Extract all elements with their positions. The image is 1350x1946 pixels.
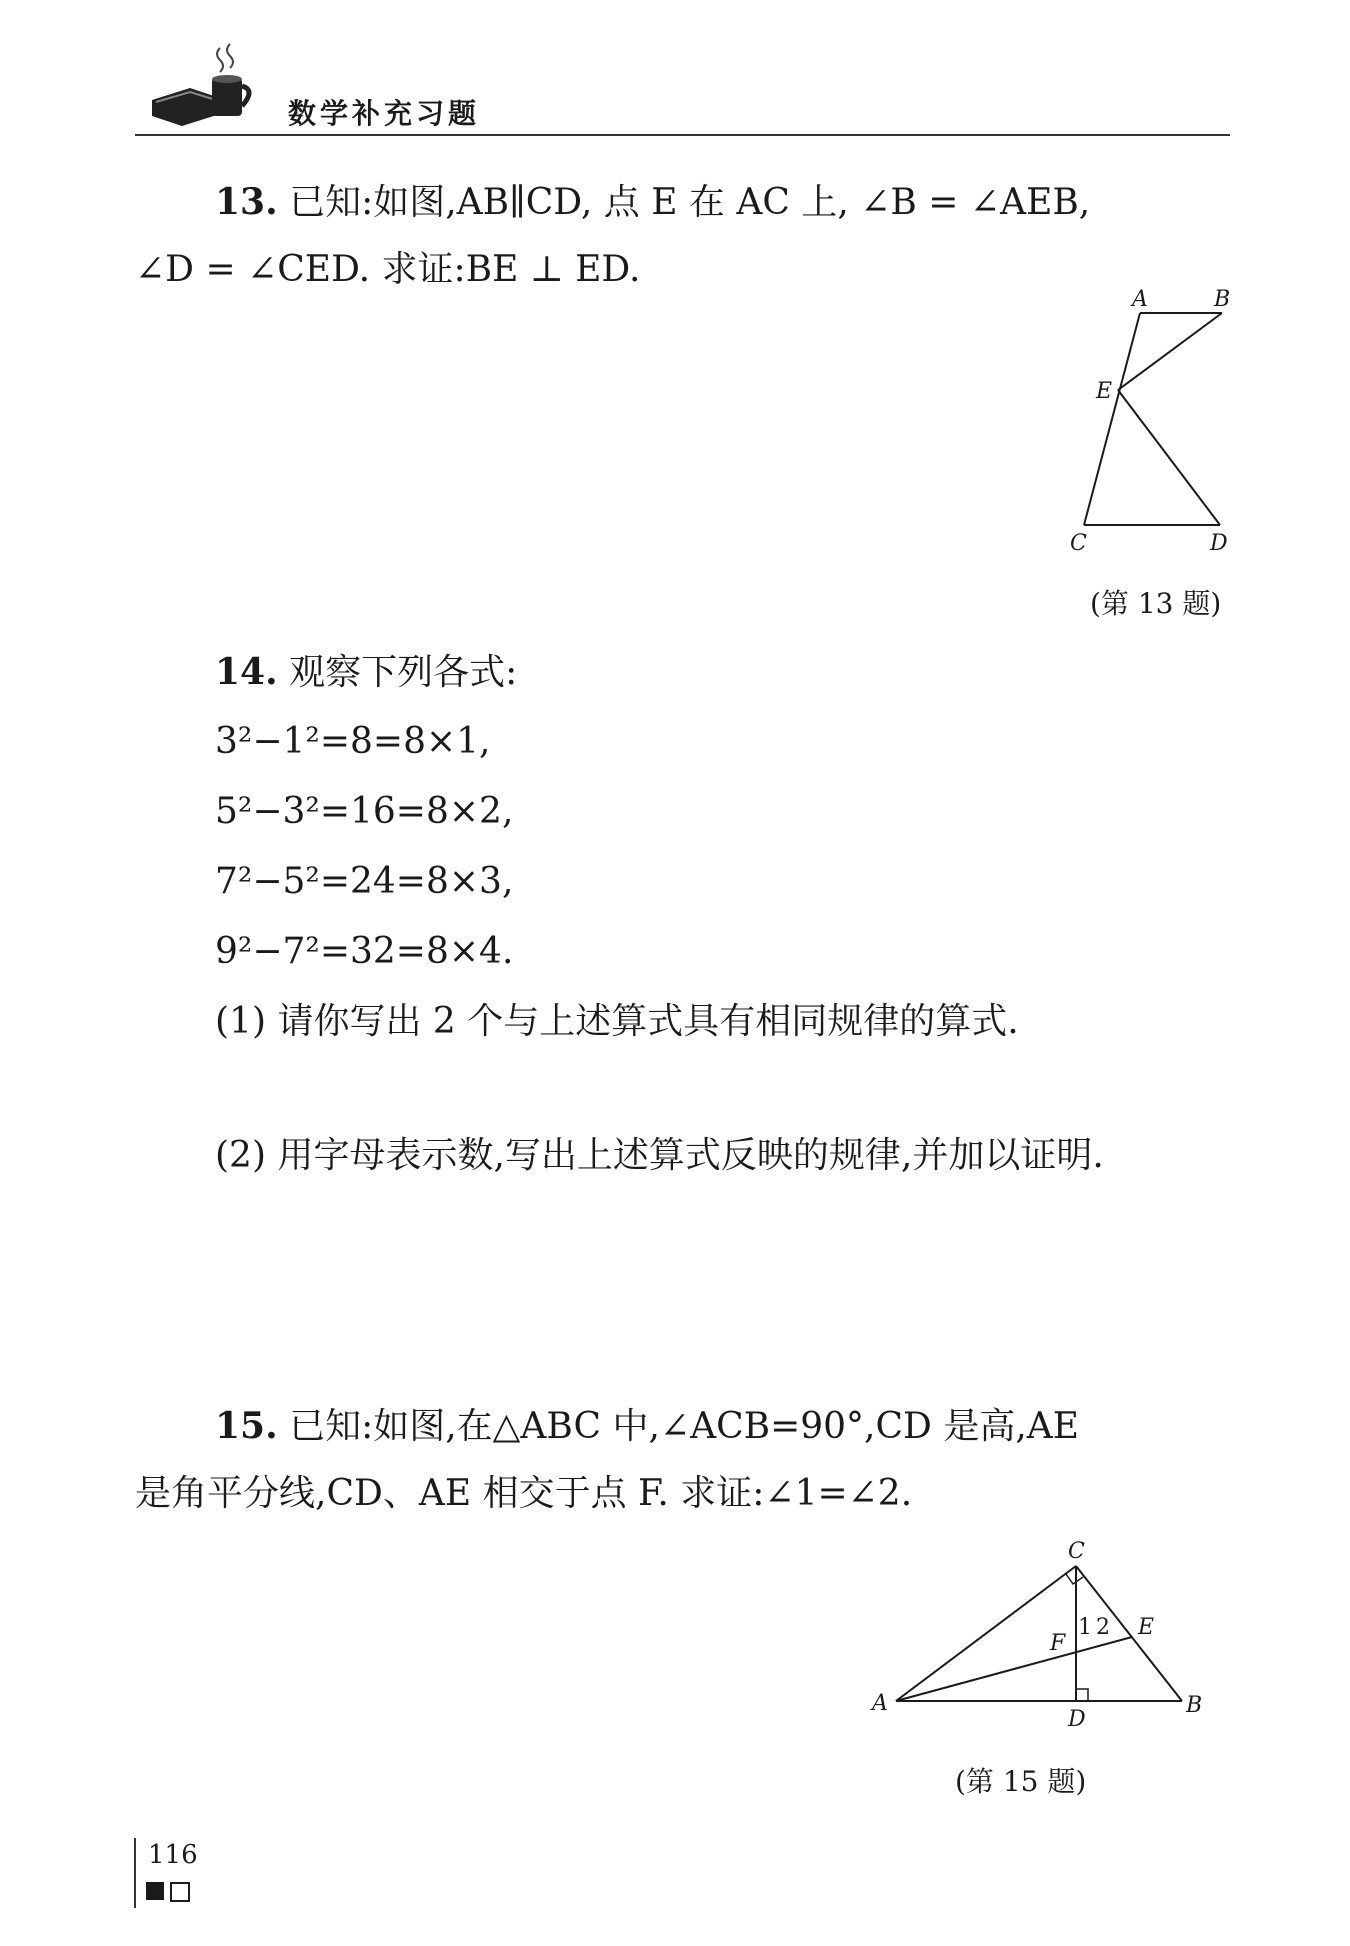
header-title: 数学补充习题 <box>288 97 481 130</box>
problem-14-equation-2: 5²−3²=16=8×2, <box>215 791 514 832</box>
header-book-cup-icon <box>150 40 260 130</box>
footer-divider <box>134 1838 136 1908</box>
fig15-label-a: A <box>872 1691 888 1716</box>
problem-14-equation-1: 3²−1²=8=8×1, <box>215 721 491 762</box>
fig13-label-b: B <box>1214 287 1231 312</box>
fig15-label-d: D <box>1068 1707 1086 1730</box>
problem-15-number: 15. <box>215 1405 278 1447</box>
problem-15-caption: (第 15 题) <box>955 1765 1087 1798</box>
fig15-label-f: F <box>1050 1631 1066 1656</box>
problem-15-line-2: 是角平分线,CD、AE 相交于点 F. 求证:∠1=∠2. <box>135 1473 913 1514</box>
problem-15-text-1: 已知:如图,在△ABC 中,∠ACB=90°,CD 是高,AE <box>289 1406 1080 1447</box>
fig15-label-angle-1: 1 <box>1078 1615 1092 1640</box>
fig13-label-c: C <box>1070 531 1087 556</box>
fig15-label-angle-2: 2 <box>1096 1615 1110 1640</box>
problem-13-number: 13. <box>215 181 278 223</box>
problem-14-part-2: (2) 用字母表示数,写出上述算式反映的规律,并加以证明. <box>215 1135 1104 1176</box>
header-divider <box>135 134 1230 136</box>
fig13-label-a: A <box>1132 287 1148 312</box>
fig15-label-e: E <box>1138 1615 1155 1640</box>
problem-15-figure <box>860 1530 1220 1730</box>
problem-13-text-1: 已知:如图,AB∥CD, 点 E 在 AC 上, ∠B = ∠AEB, <box>289 182 1091 223</box>
problem-13-line-1 <box>215 180 1090 225</box>
problem-14-line-intro <box>215 650 517 695</box>
problem-14-number: 14. <box>215 651 278 693</box>
fig15-label-c: C <box>1068 1539 1085 1564</box>
page-number: 116 <box>148 1840 198 1870</box>
fig13-label-d: D <box>1210 531 1228 556</box>
problem-14-intro: 观察下列各式: <box>289 652 518 693</box>
problem-14-equation-4: 9²−7²=32=8×4. <box>215 931 514 972</box>
fig15-label-b: B <box>1186 1693 1203 1718</box>
problem-13-figure <box>1060 280 1260 560</box>
fig13-label-e: E <box>1096 379 1113 404</box>
problem-15-line-1 <box>215 1404 1079 1449</box>
problem-14-equation-3: 7²−5²=24=8×3, <box>215 861 514 902</box>
problem-14-part-1: (1) 请你写出 2 个与上述算式具有相同规律的算式. <box>215 1001 1019 1042</box>
footer-empty-square-icon <box>170 1882 190 1902</box>
problem-13-caption: (第 13 题) <box>1090 587 1222 620</box>
footer-filled-square-icon <box>146 1882 164 1900</box>
problem-13-line-2: ∠D = ∠CED. 求证:BE ⊥ ED. <box>135 249 641 290</box>
